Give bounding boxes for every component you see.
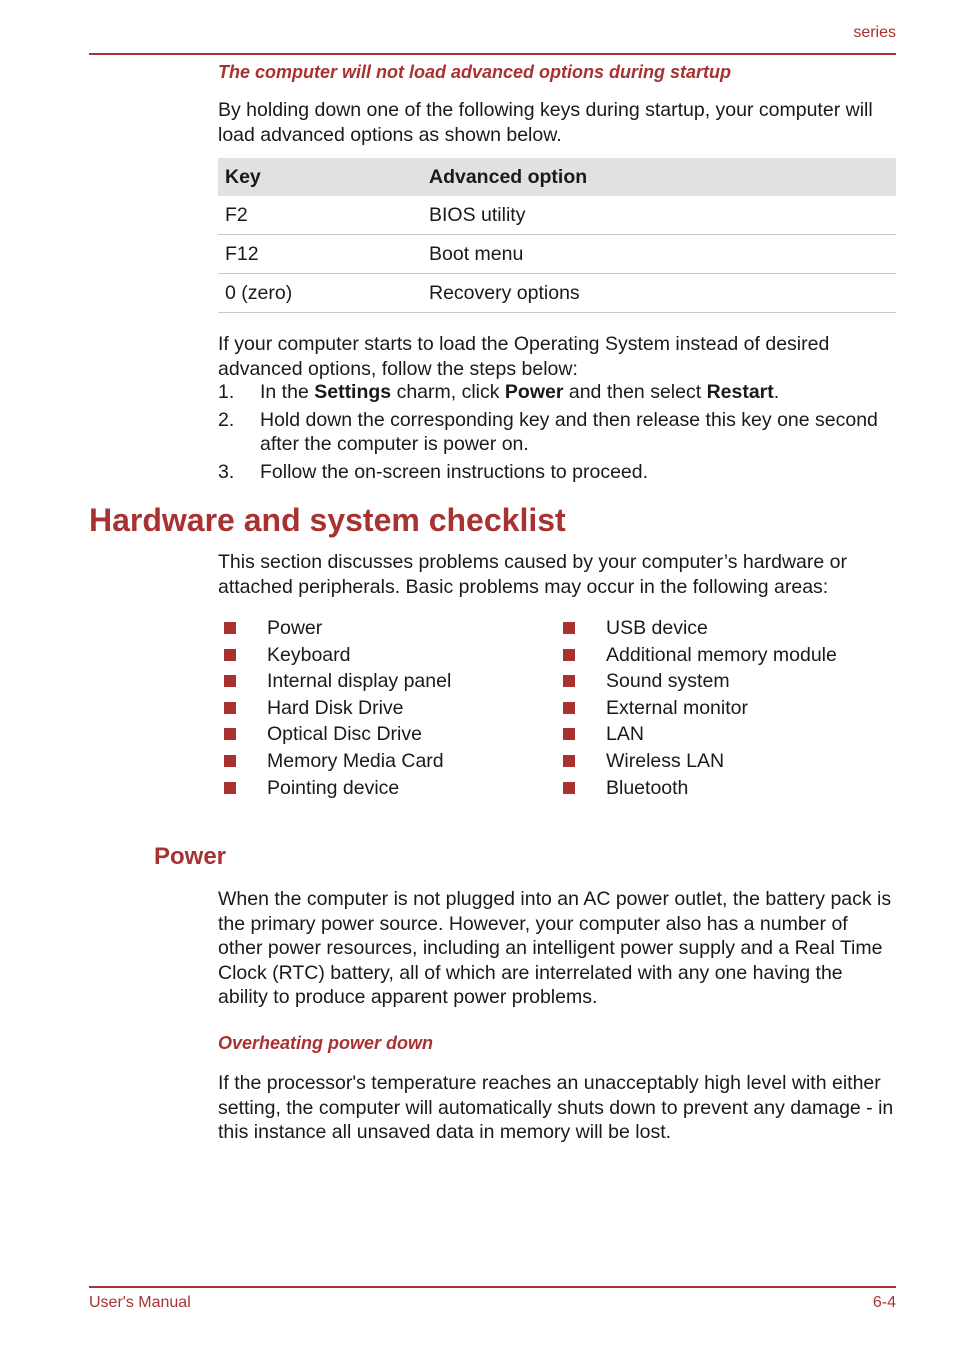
list-item: [224, 775, 451, 802]
step-bold-restart: Restart: [706, 381, 774, 403]
list-item: [224, 668, 451, 695]
list-item-label: Additional memory module: [606, 643, 837, 666]
page-title: Hardware and system checklist: [89, 502, 566, 538]
list-item: [563, 695, 837, 722]
list-item: [563, 615, 837, 642]
list-item: [563, 668, 837, 695]
table-cell-option: Recovery options: [422, 274, 896, 313]
step-text: charm, click: [391, 381, 505, 403]
table-cell-option: Boot menu: [422, 235, 896, 274]
list-item-label: Sound system: [606, 670, 730, 693]
list-item: [563, 721, 837, 748]
bullet-square-icon: [563, 782, 575, 794]
list-item-label: USB device: [606, 617, 708, 639]
table-cell-key: 0 (zero): [218, 274, 422, 313]
table-header-option: Advanced option: [422, 158, 896, 196]
overheating-paragraph: If the processor's temperature reaches an unacceptably high level with either setting, the computer will automatically shuts down to prevent any damage - in this instance all unsaved data in memory will be lost.: [218, 1072, 894, 1143]
list-item: [224, 642, 451, 669]
list-item: [224, 748, 451, 775]
list-item-label: Internal display panel: [267, 670, 452, 693]
table-row: [218, 196, 896, 235]
step-number: 3.: [218, 460, 235, 483]
footer-page-number: 6-4: [872, 1294, 896, 1311]
steps-list: [218, 380, 896, 487]
step-number: 1.: [218, 381, 235, 403]
subheading-overheating: Overheating power down: [218, 1033, 434, 1053]
header-rule: [89, 53, 896, 55]
power-paragraph: When the computer is not plugged into an AC power outlet, the battery pack is the primary power source. However, your computer also has a number of other power resources, including an intelligent power supply and a Real Time Clock (RTC) battery, all of which are interrelated with any one having the ability to produce apparent power problems.: [218, 888, 892, 1008]
list-item: [218, 460, 896, 485]
step-text: In the: [260, 381, 315, 403]
table-header-key: Key: [218, 158, 422, 196]
list-item: [218, 408, 896, 457]
list-item: [224, 695, 451, 722]
advanced-options-table: [218, 158, 896, 313]
bullet-square-icon: [563, 728, 575, 740]
list-item-label: Optical Disc Drive: [267, 723, 422, 746]
step-bold-power: Power: [504, 381, 564, 403]
bullet-square-icon: [563, 755, 575, 767]
bullet-square-icon: [224, 782, 236, 794]
footer-manual-label: User's Manual: [89, 1294, 191, 1311]
list-item-label: Memory Media Card: [267, 749, 444, 772]
step-text: .: [773, 381, 780, 403]
bullet-square-icon: [224, 755, 236, 767]
bullet-square-icon: [224, 622, 236, 634]
list-item-label: Wireless LAN: [606, 749, 725, 772]
list-item: [224, 721, 451, 748]
section-heading-power: Power: [154, 843, 227, 870]
checklist-column-right: [563, 615, 837, 801]
table-cell-key: F12: [218, 235, 422, 274]
bullet-square-icon: [563, 649, 575, 661]
footer-rule: [89, 1286, 896, 1288]
table-row: [218, 235, 896, 274]
list-item: [563, 748, 837, 775]
bullet-square-icon: [563, 702, 575, 714]
table-cell-option: BIOS utility: [422, 196, 896, 235]
list-item: [224, 615, 451, 642]
table-cell-key: F2: [218, 196, 422, 235]
bullet-square-icon: [224, 675, 236, 687]
bullet-square-icon: [563, 675, 575, 687]
list-item-label: External monitor: [606, 696, 748, 719]
step-bold-settings: Settings: [314, 381, 392, 403]
table-header-row: [218, 158, 896, 196]
bullet-square-icon: [224, 702, 236, 714]
list-item-label: Keyboard: [267, 643, 351, 666]
subheading-advanced-options: The computer will not load advanced options during startup: [218, 62, 732, 82]
list-item-label: LAN: [606, 723, 644, 746]
header-series: series: [853, 24, 896, 41]
bullet-square-icon: [563, 622, 575, 634]
bullet-square-icon: [224, 728, 236, 740]
checklist-intro: This section discusses problems caused by your computer’s hardware or attached peripherals. Basic problems may occur in the following areas:: [218, 551, 847, 598]
list-item-label: Power: [267, 617, 323, 639]
intro-paragraph: By holding down one of the following keys during startup, your computer will load advanced options as shown below.: [218, 99, 873, 146]
step-text: Follow the on-screen instructions to proceed.: [260, 460, 649, 483]
list-item-label: Hard Disk Drive: [267, 696, 404, 719]
step-text: Hold down the corresponding key and then release this key one second after the computer is power on.: [260, 408, 878, 455]
list-item: [218, 380, 896, 405]
followup-paragraph: If your computer starts to load the Operating System instead of desired advanced options, follow the steps below:: [218, 333, 830, 380]
bullet-square-icon: [224, 649, 236, 661]
step-number: 2.: [218, 408, 235, 431]
checklist-column-left: [224, 615, 451, 801]
list-item: [563, 642, 837, 669]
list-item-label: Bluetooth: [606, 776, 689, 799]
list-item: [563, 775, 837, 802]
list-item-label: Pointing device: [267, 776, 400, 799]
step-text: and then select: [563, 381, 707, 403]
table-row: [218, 274, 896, 313]
